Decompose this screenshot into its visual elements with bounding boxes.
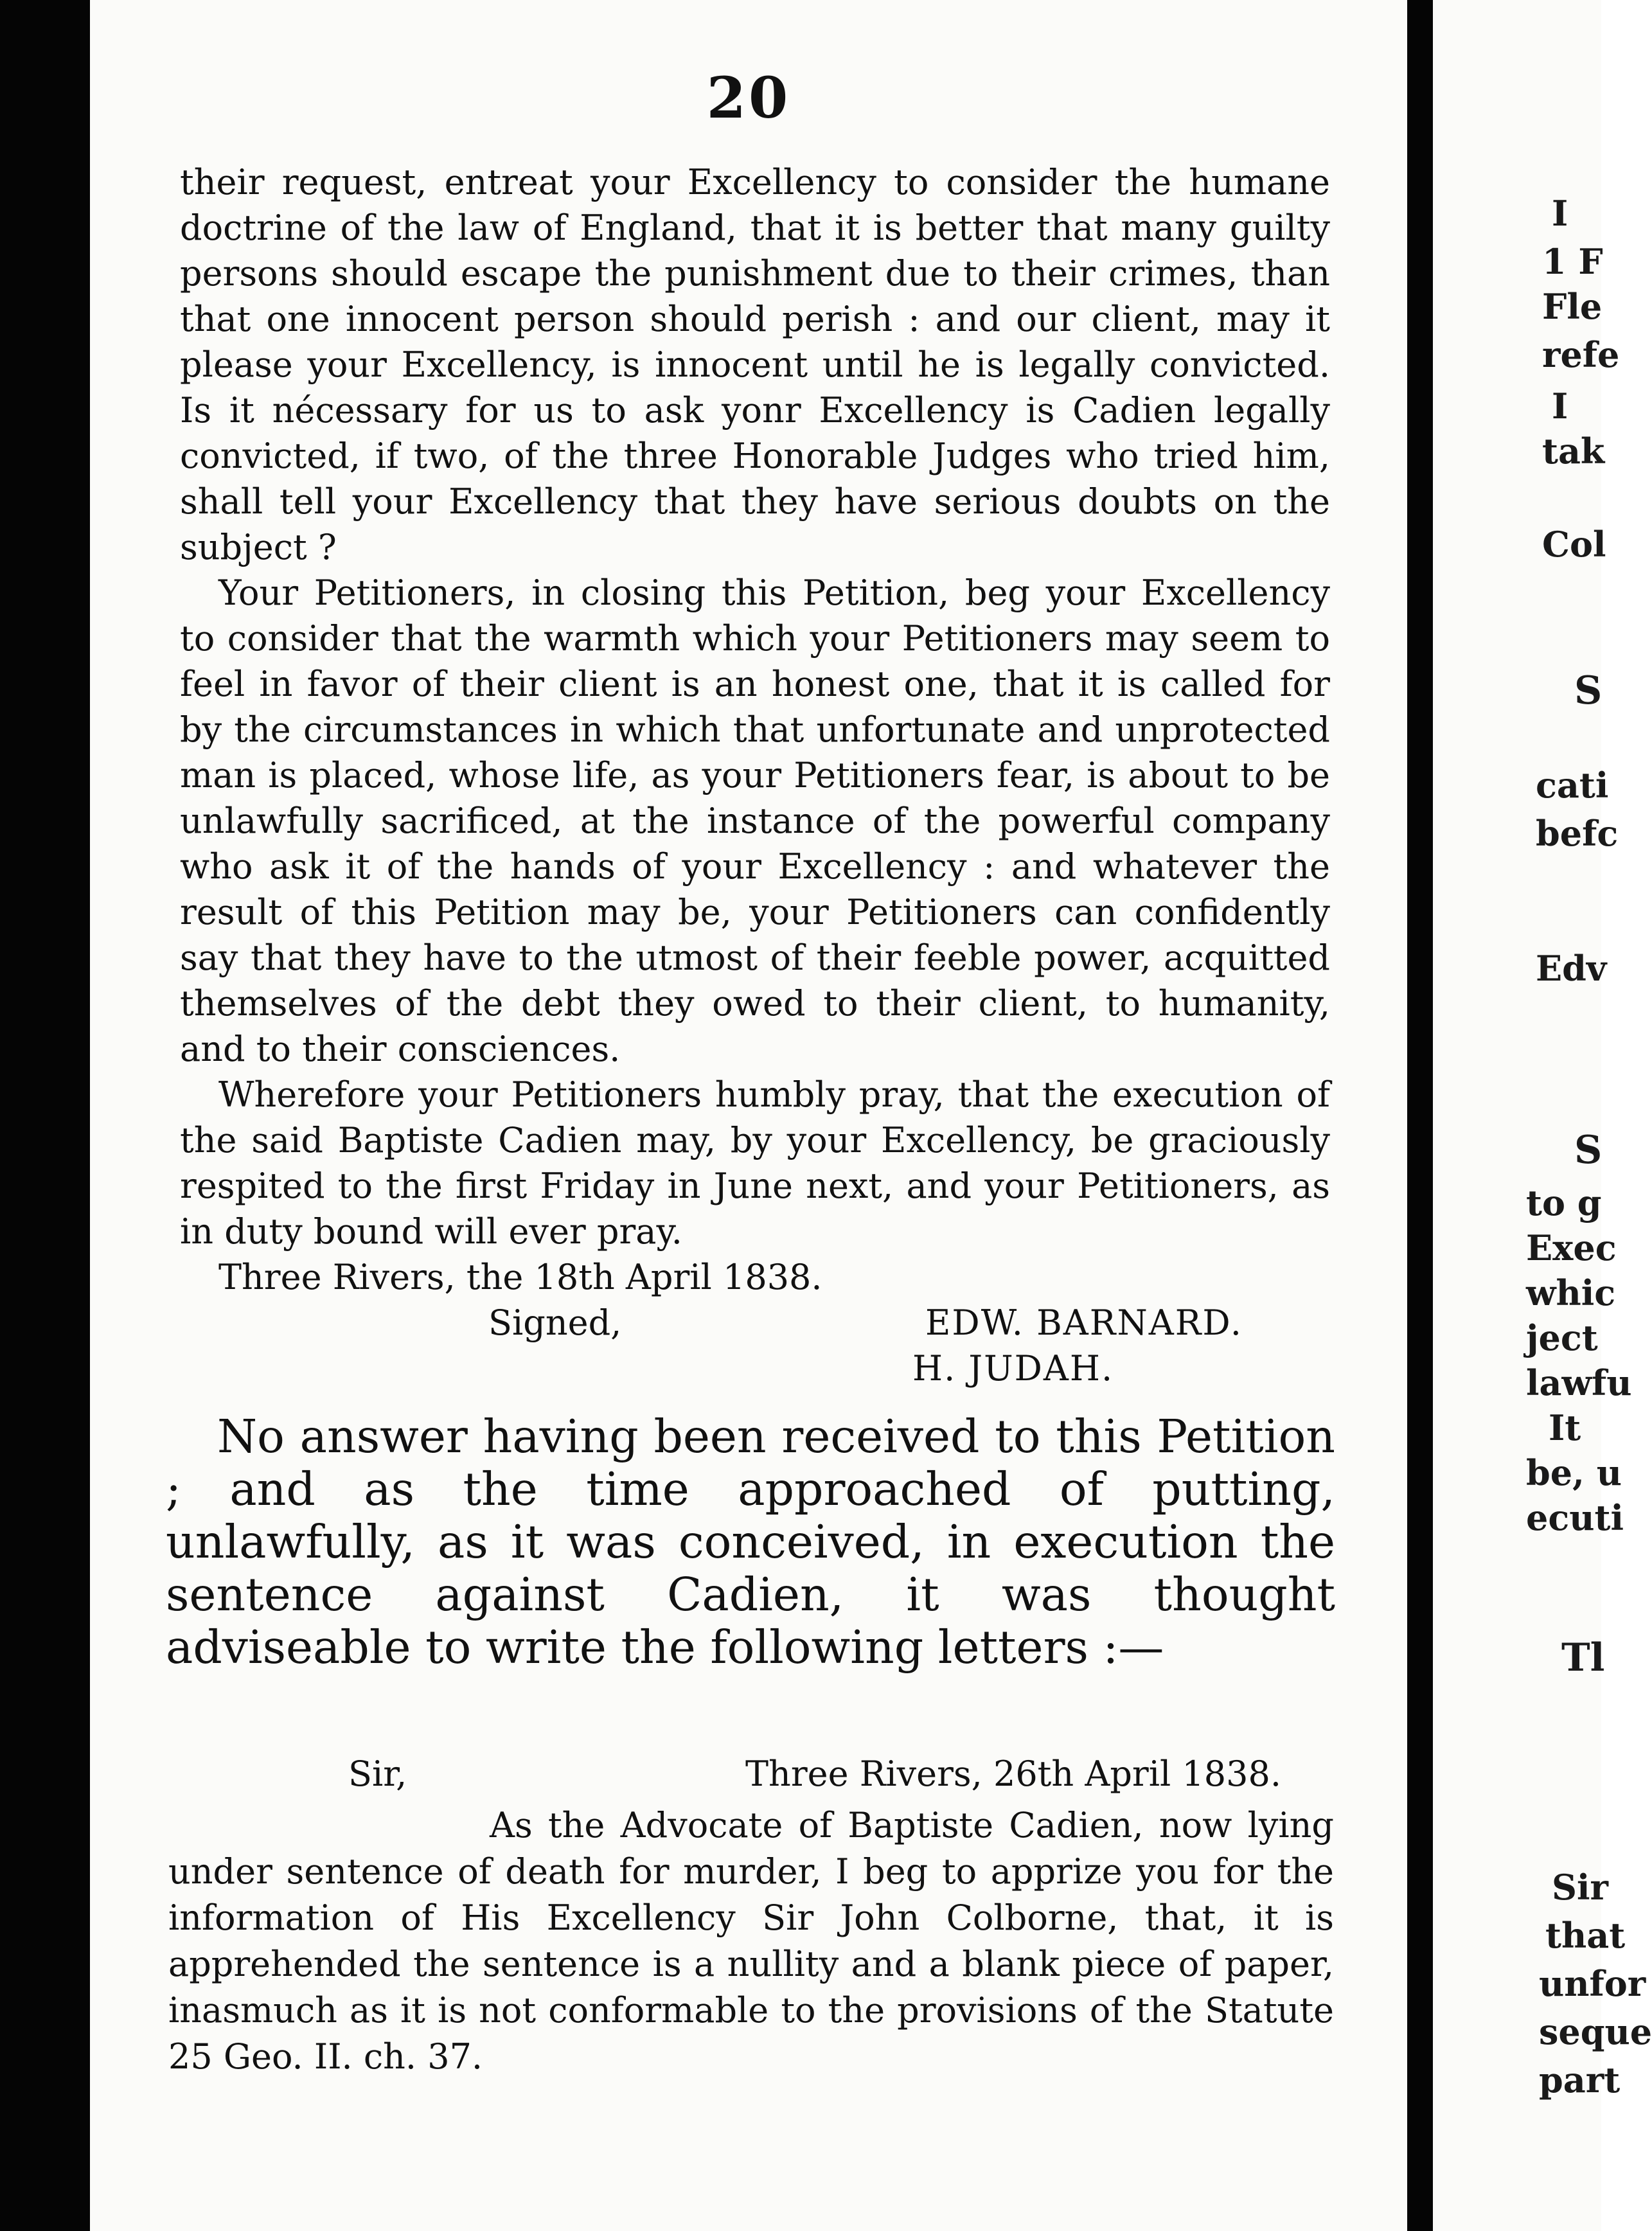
adjacent-fragment: Sir [1552,1867,1608,1908]
signatory-judah: H. JUDAH. [912,1348,1114,1389]
adjacent-fragment: tak [1542,431,1605,472]
letter-salutation: Sir, [348,1754,407,1794]
signed-label: Signed, [488,1302,622,1343]
letter-dateline: Three Rivers, 26th April 1838. [745,1754,1281,1794]
adjacent-fragment: S [1574,668,1603,713]
scan-gutter [1407,0,1433,2231]
book-page [90,0,1407,2231]
adjacent-fragment: be, u [1526,1452,1622,1493]
signature-row-2 [180,1346,1330,1391]
signature-row-1 [180,1300,1330,1346]
adjacent-fragment: It [1549,1407,1581,1448]
letter [168,1751,1334,2080]
adjacent-fragment: befc [1536,813,1619,854]
page-number: 20 [706,64,791,131]
letter-header [168,1751,1334,1802]
adjacent-fragment: S [1574,1128,1603,1173]
adjacent-page-edge [1433,0,1652,2231]
adjacent-fragment: Fle [1542,286,1603,327]
adjacent-fragment: I [1552,386,1568,427]
petition-paragraph-1: their request, entreat your Excellency to consider the humane doctrine of the law of England, that it is better that many guilty persons should escape the punishment due to their crimes, than that one innocent person should perish : and our client, may it please your Excellency, is innocent until he is legally convicted. Is it nécessary for us to ask yonr Excellency is Cadien legally convicted, if two, of the three Honorable Judges who tried him, shall tell your Excellency that they have serious doubts on the subject ? [180,162,1330,567]
adjacent-fragment: 1 F [1542,241,1603,282]
adjacent-fragment: Col [1542,524,1606,565]
adjacent-fragment: that [1545,1915,1626,1956]
scan-left-margin [0,0,90,2231]
adjacent-fragment: ecuti [1526,1497,1624,1538]
narrative-text [166,1410,1335,1674]
adjacent-fragment: Exec [1526,1227,1617,1268]
adjacent-fragment: lawfu [1526,1362,1632,1403]
scan-mark [1421,196,1429,231]
adjacent-fragment: refe [1542,334,1620,375]
petition-text [180,159,1330,1391]
adjacent-fragment: part [1539,2059,1621,2101]
petition-paragraph-2: Your Petitioners, in closing this Petition, beg your Excellency to consider that the warmth which your Petitioners may seem to feel in favor of their client is an honest one, that it is called for by the circumstances in which that unfortunate and unprotected man is placed, whose life, as your Petitioners fear, is about to be unlawfully sacrificed, at the instance of the powerful company who ask it of the hands of your Excellency : and whatever the result of this Petition may be, your Petitioners can confidently say that they have to the utmost of their feeble power, acquitted themselves of the debt they owed to their client, to humanity, and to their consciences. [180,573,1330,1069]
petition-place-date: Three Rivers, the 18th April 1838. [218,1257,822,1297]
signatory-barnard: EDW. BARNARD. [925,1302,1243,1343]
adjacent-fragment: cati [1536,765,1609,806]
narrative-paragraph: No answer having been received to this Petition ; and as the time approached of putting, unlawfully, as it was conceived, in execution the sentence against Cadien, it was thought adviseable to write the following letters :— [166,1410,1335,1674]
adjacent-fragment: whic [1526,1272,1616,1313]
adjacent-fragment: ject [1526,1317,1598,1358]
adjacent-fragment: to g [1526,1182,1602,1223]
adjacent-fragment: I [1552,193,1568,234]
adjacent-fragment: Edv [1536,948,1607,989]
adjacent-fragment: seque [1539,2011,1652,2052]
petition-paragraph-3: Wherefore your Petitioners humbly pray, that the execution of the said Baptiste Cadien may, by your Excellency, be graciously respited to the first Friday in June next, and your Petitioners, as in duty bound will ever pray. [180,1074,1330,1252]
scan-mark [1421,1157,1429,1208]
adjacent-fragment: unfor [1539,1963,1646,2004]
adjacent-fragment: Tl [1561,1635,1605,1680]
letter-body: As the Advocate of Baptiste Cadien, now lying under sentence of death for murder, I beg to apprize you for the information of His Excellency Sir John Colborne, that, it is apprehended the sentence is a nullity and a blank piece of paper, inasmuch as it is not conformable to the provisions of the Statute 25 Geo. II. ch. 37. [168,1805,1334,2077]
